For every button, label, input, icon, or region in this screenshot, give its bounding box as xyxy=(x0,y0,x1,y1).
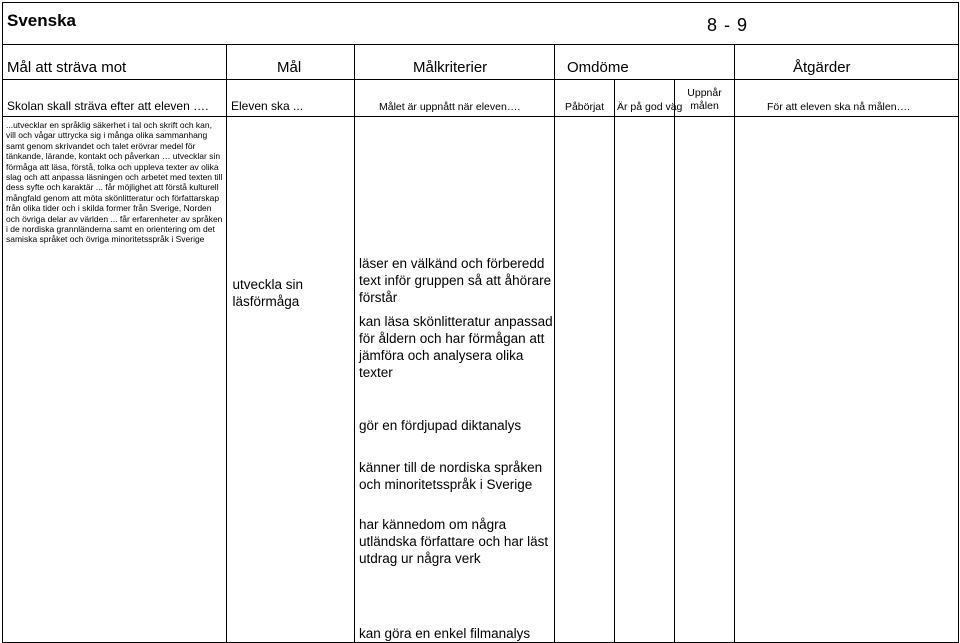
atgarder-cell[interactable] xyxy=(735,117,959,643)
subheader-god-vag: Är på god väg xyxy=(615,80,675,117)
col-header-mal: Mål xyxy=(227,45,355,80)
col-header-strava: Mål att sträva mot xyxy=(3,45,227,80)
col-header-malkriterier: Målkriterier xyxy=(355,45,555,80)
criterion-1: läser en välkänd och förberedd text inför gruppen så att åhörare förstår xyxy=(359,256,552,305)
god-vag-cell[interactable] xyxy=(615,117,675,643)
criterion-2: kan läsa skönlitteratur anpassad för åldern och har förmågan att jämföra och analysera olika texter xyxy=(359,314,553,380)
criterion-5: har kännedom om några utländska författare och har läst utdrag ur några verk xyxy=(359,517,549,566)
subheader-skolan: Skolan skall sträva efter att eleven …. xyxy=(3,80,227,117)
col-header-atgarder: Åtgärder xyxy=(735,45,959,80)
paborjat-cell[interactable] xyxy=(555,117,615,643)
criterion-6: kan göra en enkel filmanalys xyxy=(359,626,531,641)
grade-range: 8 - 9 xyxy=(355,3,959,45)
subheader-eleven: Eleven ska ... xyxy=(227,80,355,117)
subheader-paborjat: Påbörjat xyxy=(555,80,615,117)
subject-title: Svenska xyxy=(3,3,355,45)
uppnar-cell[interactable] xyxy=(675,117,735,643)
strava-text: ...utvecklar en språklig säkerhet i tal och skrift och kan, vill och vågar uttrycka sig i många olika sammanhang samt genom skrivandet och talet erövrar medel för tänkande, lärande, kontakt och påverkan … utvecklar sin förmåga att läsa, förstå, tolka och uppleva texter av olika slag och att anpassa läsningen och arbetet med texten till dess syfte och karaktär ... får möjlighet att förstå kulturell mångfald genom att möta skönlitteratur och författarskap från olika tider och i skilda former från Sverige, Norden och övriga delar av världen ... får erfarenheter av språken i de nordiska grannländerna samt en orientering om det samiska språket och övriga minoritetsspråk i Sverige xyxy=(6,120,223,245)
criterion-3: gör en fördjupad diktanalys xyxy=(359,418,522,433)
strava-cell xyxy=(3,117,227,643)
subheader-malet: Målet är uppnått när eleven…. xyxy=(355,80,555,117)
col-header-omdome: Omdöme xyxy=(555,45,735,80)
mal-text: utveckla sin läsförmåga xyxy=(232,276,304,309)
mal-cell xyxy=(227,117,355,643)
subheader-for-att: För att eleven ska nå målen…. xyxy=(735,80,959,117)
criterion-4: känner till de nordiska språken och minoritetsspråk i Sverige xyxy=(359,460,543,492)
subheader-uppnar: Uppnår målen xyxy=(675,80,735,117)
